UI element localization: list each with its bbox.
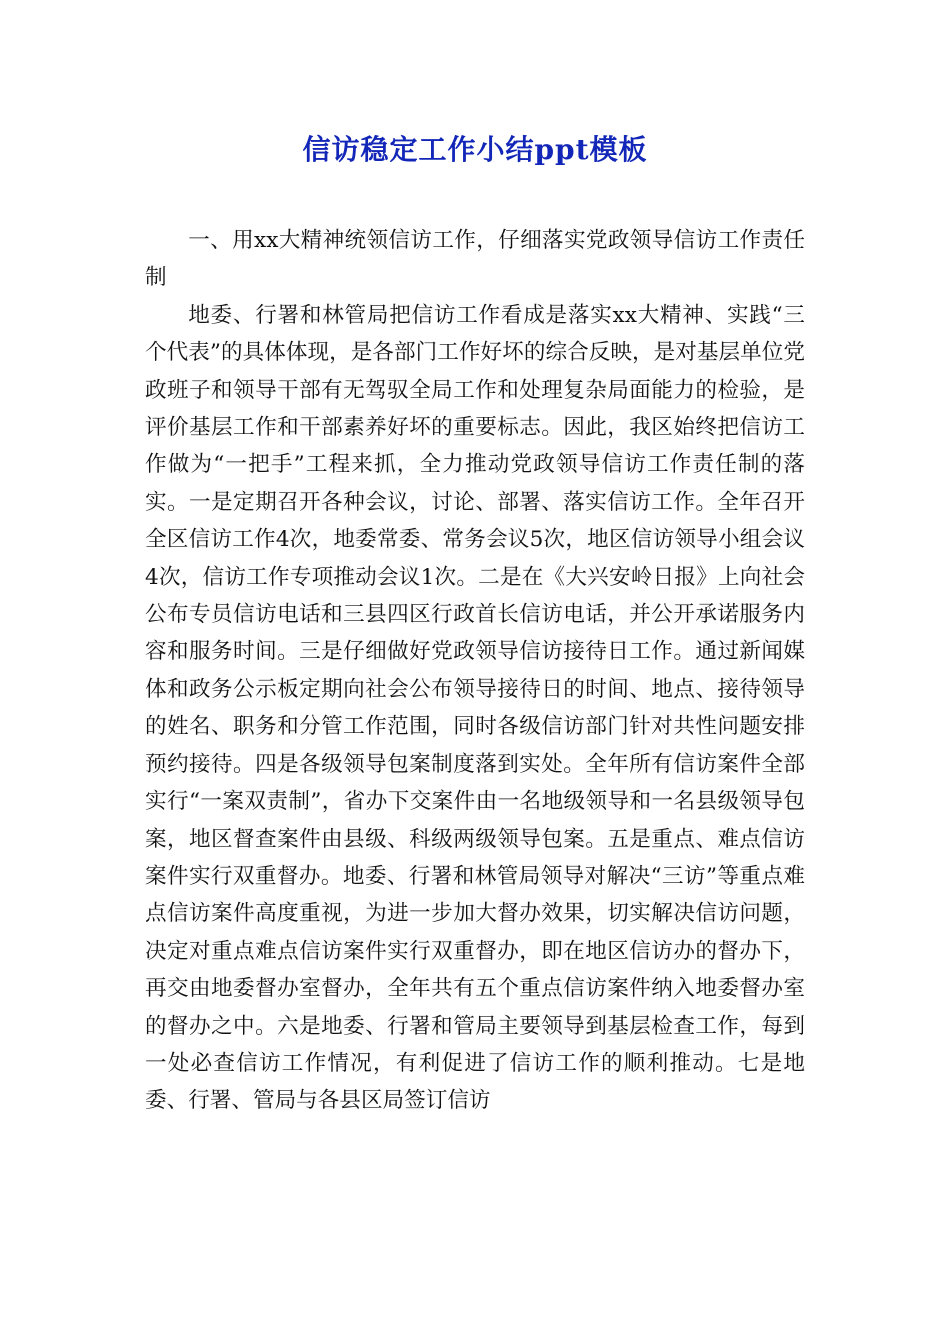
body-paragraph: 地委、行署和林管局把信访工作看成是落实xx大精神、实践“三个代表”的具体体现，是各部门工作好坏的综合反映，是对基层单位党政班子和领导干部有无驾驭全局工作和处理复杂局面能力的检验，是评价基层工作和干部素养好坏的重要标志。因此，我区始终把信访工作做为“一把手”工程来抓，全力推动党政领导信访工作责任制的落实。一是定期召开各种会议，讨论、部署、落实信访工作。全年召开全区信访工作4次，地委常委、常务会议5次，地区信访领导小组会议4次，信访工作专项推动会议1次。二是在《大兴安岭日报》上向社会公布专员信访电话和三县四区行政首长信访电话，并公开承诺服务内容和服务时间。三是仔细做好党政领导信访接待日工作。通过新闻媒体和政务公示板定期向社会公布领导接待日的时间、地点、接待领导的姓名、职务和分管工作范围，同时各级信访部门针对共性问题安排预约接待。四是各级领导包案制度落到实处。全年所有信访案件全部实行“一案双责制”，省办下交案件由一名地级领导和一名县级领导包案，地区督查案件由县级、科级两级领导包案。五是重点、难点信访案件实行双重督办。地委、行署和林管局领导对解决“三访”等重点难点信访案件高度重视，为进一步加大督办效果，切实解决信访问题，决定对重点难点信访案件实行双重督办，即在地区信访办的督办下，再交由地委督办室督办，全年共有五个重点信访案件纳入地委督办室的督办之中。六是地委、行署和管局主要领导到基层检查工作，每到一处必查信访工作情况，有利促进了信访工作的顺利推动。七是地委、行署、管局与各县区局签订信访 (145, 302, 805, 1114)
section-heading: 一、用xx大精神统领信访工作，仔细落实党政领导信访工作责任制 (145, 228, 805, 291)
document-title: 信访稳定工作小结ppt模板 (302, 133, 648, 166)
document-body (145, 222, 805, 1120)
